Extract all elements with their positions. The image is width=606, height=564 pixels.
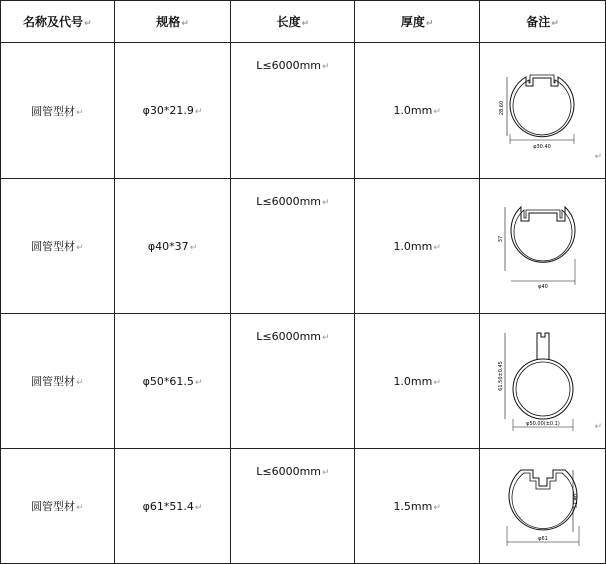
height-dimension-label: 37 <box>497 235 504 243</box>
paragraph-mark: ↵ <box>322 198 330 208</box>
paragraph-mark: ↵ <box>433 502 441 513</box>
width-dimension-label: φ61 <box>537 536 548 542</box>
cell-length: L≤6000mm↵ <box>231 179 355 314</box>
table-row <box>1 179 606 314</box>
cell-drawing <box>480 314 606 449</box>
paragraph-mark: ↵ <box>301 19 310 29</box>
paragraph-mark: ↵ <box>76 243 84 253</box>
paragraph-mark: ↵ <box>433 377 441 388</box>
header-spec: 规格↵ <box>114 1 231 43</box>
tube-profile-drawing <box>493 321 593 441</box>
cell-length: L≤6000mm↵ <box>231 43 355 179</box>
paragraph-mark: ↵ <box>594 422 602 432</box>
paragraph-mark: ↵ <box>76 503 84 513</box>
cell-length: L≤6000mm↵ <box>231 314 355 449</box>
paragraph-mark: ↵ <box>194 107 203 117</box>
table-row <box>1 449 606 564</box>
tube-profile-drawing <box>493 191 593 301</box>
paragraph-mark: ↵ <box>194 377 203 388</box>
cell-spec: φ40*37↵ <box>114 179 231 314</box>
paragraph-mark: ↵ <box>76 107 84 118</box>
cell-name: 圆管型材↵ <box>1 43 115 179</box>
header-thickness: 厚度↵ <box>355 1 480 43</box>
cell-drawing <box>480 449 606 564</box>
cell-spec: φ50*61.5↵ <box>114 314 231 449</box>
paragraph-mark: ↵ <box>322 468 330 478</box>
width-dimension-label: φ50.00(±0.1) <box>525 421 560 427</box>
cell-spec: φ61*51.4↵ <box>114 449 231 564</box>
height-dimension-label: 28.60 <box>498 100 505 115</box>
cell-name: 圆管型材↵ <box>1 314 115 449</box>
paragraph-mark: ↵ <box>322 333 330 343</box>
cell-thickness: 1.0mm↵ <box>355 179 480 314</box>
table-header-row <box>1 1 606 43</box>
paragraph-mark: ↵ <box>551 19 559 29</box>
paragraph-mark: ↵ <box>181 19 189 29</box>
cell-drawing <box>480 179 606 314</box>
cell-name: 圆管型材↵ <box>1 449 115 564</box>
table-row <box>1 43 606 179</box>
tube-profile-drawing <box>493 456 593 556</box>
cell-thickness: 1.0mm↵ <box>355 43 480 179</box>
paragraph-mark: ↵ <box>84 19 92 29</box>
cell-thickness: 1.0mm↵ <box>355 314 480 449</box>
paragraph-mark: ↵ <box>594 152 602 162</box>
paragraph-mark: ↵ <box>194 502 203 513</box>
cell-drawing <box>480 43 606 179</box>
width-dimension-label: φ40 <box>537 284 548 290</box>
paragraph-mark: ↵ <box>433 242 441 253</box>
paragraph-mark: ↵ <box>189 242 198 253</box>
height-dimension-label: 61.50±0.45 <box>497 361 504 391</box>
header-remarks: 备注↵ <box>480 1 606 43</box>
table-row <box>1 314 606 449</box>
tube-profile-drawing <box>493 56 593 166</box>
cell-length: L≤6000mm↵ <box>231 449 355 564</box>
header-name: 名称及代号↵ <box>1 1 115 43</box>
height-dimension-label: 51.40 <box>572 493 579 509</box>
cell-name: 圆管型材↵ <box>1 179 115 314</box>
header-length: 长度↵ <box>231 1 355 43</box>
paragraph-mark: ↵ <box>425 19 434 29</box>
paragraph-mark: ↵ <box>322 62 330 72</box>
cell-thickness: 1.5mm↵ <box>355 449 480 564</box>
width-dimension-label: φ30.40 <box>532 143 551 150</box>
cell-spec: φ30*21.9↵ <box>114 43 231 179</box>
paragraph-mark: ↵ <box>433 107 441 117</box>
paragraph-mark: ↵ <box>76 378 84 388</box>
